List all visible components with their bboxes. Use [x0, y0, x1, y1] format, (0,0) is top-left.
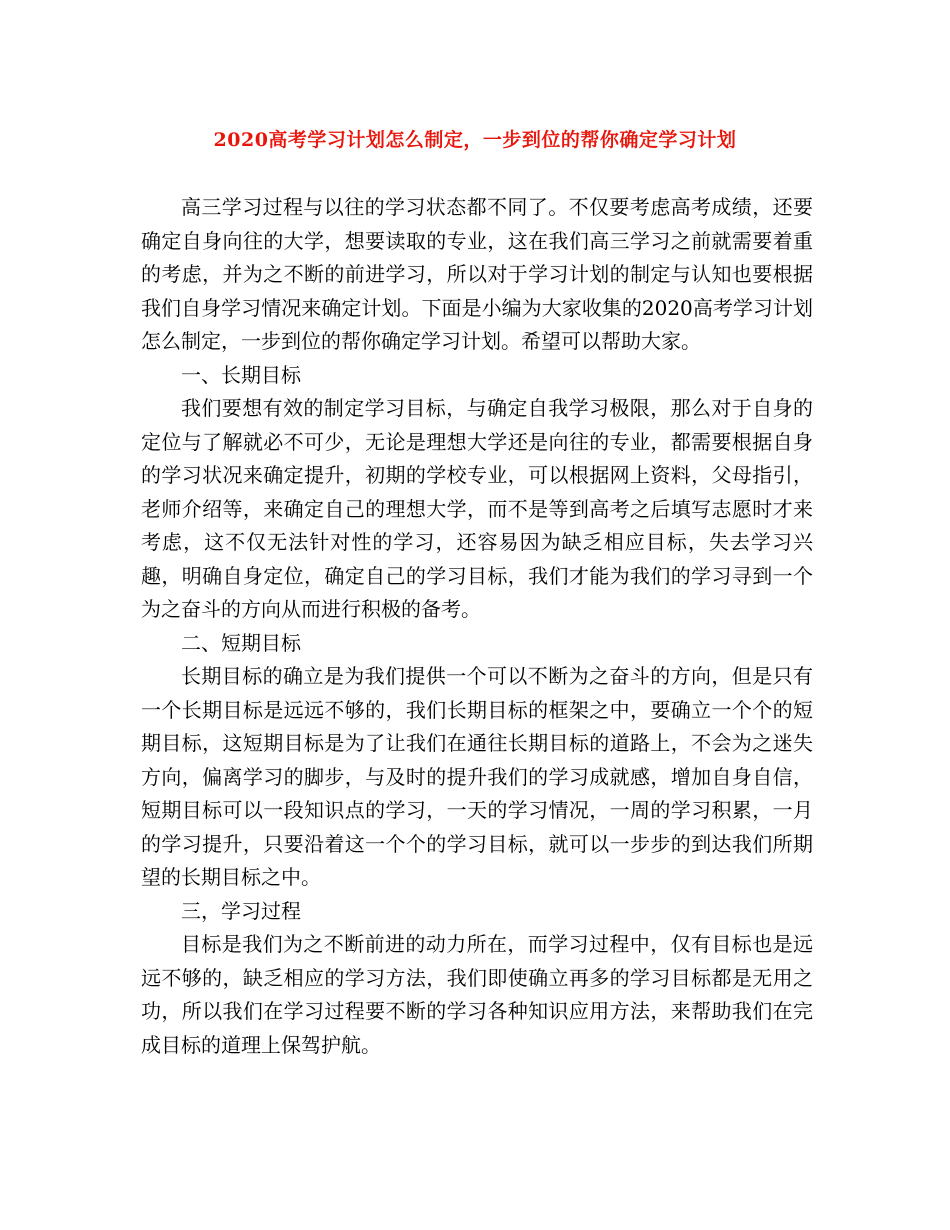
- document-title: 2020高考学习计划怎么制定，一步到位的帮你确定学习计划: [213, 129, 737, 151]
- document-body: [141, 191, 813, 1062]
- section-heading-learning-process: 三，学习过程: [181, 898, 301, 923]
- section-heading-long-term-goals: 一、长期目标: [181, 362, 301, 387]
- short-term-goals-paragraph: 长期目标的确立是为我们提供一个可以不断为之奋斗的方向，但是只有一个长期目标是远远不够的，我们长期目标的框架之中，要确立一个个的短期目标，这短期目标是为了让我们在通往长期目标的道路上，不会为之迷失方向，偏离学习的脚步，与及时的提升我们的学习成就感，增加自身自信，短期目标可以一段知识点的学习，一天的学习情况，一周的学习积累，一月的学习提升，只要沿着这一个个的学习目标，就可以一步步的到达我们所期望的长期目标之中。: [141, 664, 813, 889]
- long-term-goals-paragraph: 我们要想有效的制定学习目标，与确定自我学习极限，那么对于自身的定位与了解就必不可少，无论是理想大学还是向往的专业，都需要根据自身的学习状况来确定提升，初期的学校专业，可以根据网上资料，父母指引，老师介绍等，来确定自己的理想大学，而不是等到高考之后填写志愿时才来考虑，这不仅无法针对性的学习，还容易因为缺乏相应目标，失去学习兴趣，明确自身定位，确定自己的学习目标，我们才能为我们的学习寻到一个为之奋斗的方向从而进行积极的备考。: [141, 396, 813, 621]
- section-heading-short-term-goals: 二、短期目标: [181, 630, 301, 655]
- intro-paragraph: 高三学习过程与以往的学习状态都不同了。不仅要考虑高考成绩，还要确定自身向往的大学，想要读取的专业，这在我们高三学习之前就需要着重的考虑，并为之不断的前进学习，所以对于学习计划的制定与认知也要根据我们自身学习情况来确定计划。下面是小编为大家收集的2020高考学习计划怎么制定，一步到位的帮你确定学习计划。希望可以帮助大家。: [141, 195, 813, 353]
- learning-process-paragraph: 目标是我们为之不断前进的动力所在，而学习过程中，仅有目标也是远远不够的，缺乏相应的学习方法，我们即使确立再多的学习目标都是无用之功，所以我们在学习过程要不断的学习各种知识应用方法，来帮助我们在完成目标的道理上保驾护航。: [141, 932, 813, 1057]
